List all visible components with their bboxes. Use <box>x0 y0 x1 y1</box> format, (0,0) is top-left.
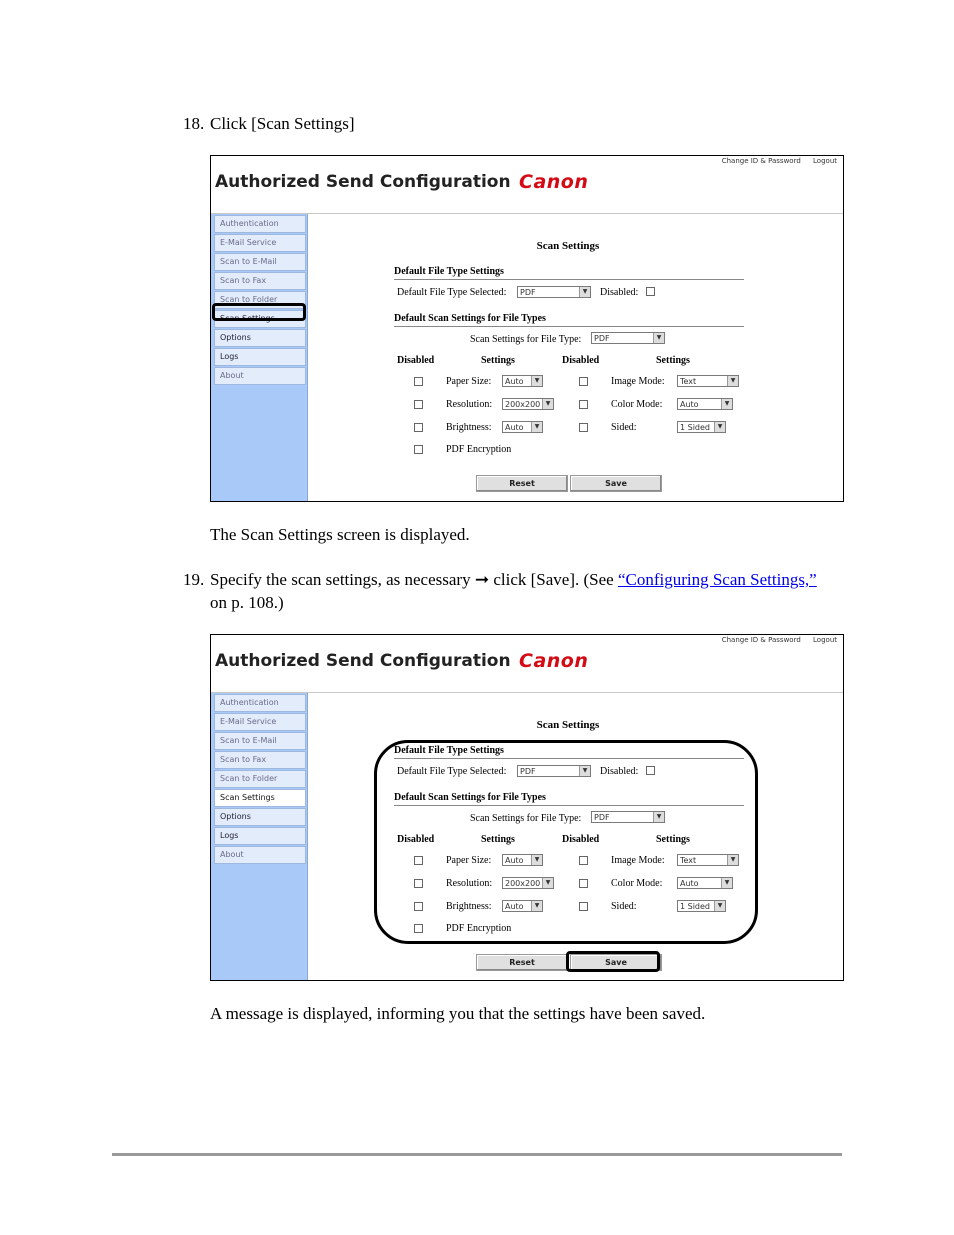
chevron-down-icon: ▼ <box>727 855 738 865</box>
sidebar <box>211 693 308 980</box>
screenshot-2 <box>210 634 844 981</box>
page-title: Scan Settings <box>536 240 600 252</box>
sided-select[interactable]: 1 Sided ▼ <box>677 900 726 912</box>
menu-scan-settings[interactable]: Scan Settings <box>214 310 306 328</box>
chevron-down-icon: ▼ <box>714 422 725 432</box>
step-19-number: 19. <box>183 570 205 589</box>
section-default-file-type: Default File Type Settings <box>394 745 744 759</box>
col-settings-1: Settings <box>481 355 515 366</box>
menu-scan-to-fax[interactable]: Scan to Fax <box>214 751 306 769</box>
canon-logo: Canon <box>519 171 589 193</box>
caption-1: The Scan Settings screen is displayed. <box>210 525 470 544</box>
sided-label: Sided: <box>611 901 637 912</box>
resolution-disabled-checkbox[interactable] <box>414 879 423 888</box>
menu-authentication[interactable]: Authentication <box>214 694 306 712</box>
menu-about[interactable]: About <box>214 367 306 385</box>
scan-for-type-label: Scan Settings for File Type: <box>470 813 582 824</box>
image-mode-disabled-checkbox[interactable] <box>579 377 588 386</box>
content-area <box>308 693 843 980</box>
pdf-encryption-label: PDF Encryption <box>446 444 512 455</box>
menu-logs[interactable]: Logs <box>214 348 306 366</box>
resolution-label: Resolution: <box>446 878 493 889</box>
step-18-number: 18. <box>183 114 205 133</box>
resolution-select[interactable]: 200x200 ▼ <box>502 398 554 410</box>
brightness-disabled-checkbox[interactable] <box>414 902 423 911</box>
chevron-down-icon: ▼ <box>531 376 542 386</box>
top-links <box>712 157 837 165</box>
reset-button[interactable]: Reset <box>476 954 568 971</box>
sided-disabled-checkbox[interactable] <box>579 423 588 432</box>
caption-2: A message is displayed, informing you that the settings have been saved. <box>210 1004 706 1023</box>
step-19-text-before: Specify the scan settings, as necessary ➞ click [Save]. (See <box>210 570 618 589</box>
col-disabled-1: Disabled <box>397 834 435 845</box>
chevron-down-icon: ▼ <box>579 287 590 297</box>
chevron-down-icon: ▼ <box>727 376 738 386</box>
logout-link[interactable]: Logout <box>813 157 837 165</box>
disabled-checkbox[interactable] <box>646 287 655 296</box>
brightness-label: Brightness: <box>446 901 492 912</box>
paper-size-label: Paper Size: <box>446 376 492 387</box>
save-button[interactable]: Save <box>570 954 662 971</box>
menu-scan-to-fax[interactable]: Scan to Fax <box>214 272 306 290</box>
brightness-label: Brightness: <box>446 422 492 433</box>
top-links <box>712 636 837 644</box>
app-header <box>211 635 843 693</box>
color-mode-disabled-checkbox[interactable] <box>579 400 588 409</box>
pdf-encryption-label: PDF Encryption <box>446 923 512 934</box>
step-19-text-after: on p. 108.) <box>210 593 284 612</box>
menu-scan-to-folder[interactable]: Scan to Folder <box>214 770 306 788</box>
chevron-down-icon: ▼ <box>542 399 553 409</box>
chevron-down-icon: ▼ <box>721 878 732 888</box>
pdf-encryption-checkbox[interactable] <box>414 924 423 933</box>
color-mode-label: Color Mode: <box>611 878 663 889</box>
menu-scan-settings[interactable]: Scan Settings <box>214 789 306 807</box>
menu-scan-to-email[interactable]: Scan to E-Mail <box>214 253 306 271</box>
paper-size-select[interactable]: Auto ▼ <box>502 854 543 866</box>
col-disabled-2: Disabled <box>562 834 600 845</box>
col-settings-1: Settings <box>481 834 515 845</box>
color-mode-select[interactable]: Auto ▼ <box>677 398 733 410</box>
step-19-text <box>210 568 830 614</box>
canon-logo: Canon <box>519 650 589 672</box>
disabled-label: Disabled: <box>600 287 639 298</box>
paper-size-label: Paper Size: <box>446 855 492 866</box>
app-title: Authorized Send Configuration <box>215 172 511 192</box>
resolution-label: Resolution: <box>446 399 493 410</box>
color-mode-select[interactable]: Auto ▼ <box>677 877 733 889</box>
paper-size-select[interactable]: Auto ▼ <box>502 375 543 387</box>
scan-settings-highlight <box>212 303 306 321</box>
section-default-file-type: Default File Type Settings <box>394 266 744 280</box>
image-mode-select[interactable]: Text ▼ <box>677 854 739 866</box>
default-file-type-select[interactable]: PDF ▼ <box>517 765 591 777</box>
menu-scan-to-email[interactable]: Scan to E-Mail <box>214 732 306 750</box>
save-button-highlight <box>566 951 660 972</box>
chevron-down-icon: ▼ <box>721 399 732 409</box>
menu-scan-to-folder[interactable]: Scan to Folder <box>214 291 306 309</box>
image-mode-label: Image Mode: <box>611 855 665 866</box>
configuring-scan-settings-link[interactable]: “Configuring Scan Settings,” <box>617 570 817 589</box>
pdf-encryption-checkbox[interactable] <box>414 445 423 454</box>
color-mode-label: Color Mode: <box>611 399 663 410</box>
brightness-disabled-checkbox[interactable] <box>414 423 423 432</box>
sided-select[interactable]: 1 Sided ▼ <box>677 421 726 433</box>
col-settings-2: Settings <box>656 355 690 366</box>
color-mode-disabled-checkbox[interactable] <box>579 879 588 888</box>
menu-options[interactable]: Options <box>214 329 306 347</box>
content-area <box>308 214 843 501</box>
brightness-select[interactable]: Auto ▼ <box>502 900 543 912</box>
image-mode-select[interactable]: Text ▼ <box>677 375 739 387</box>
logout-link[interactable]: Logout <box>813 636 837 644</box>
scan-for-type-label: Scan Settings for File Type: <box>470 334 582 345</box>
sided-label: Sided: <box>611 422 637 433</box>
scan-for-type-select[interactable]: PDF ▼ <box>591 811 665 823</box>
menu-logs[interactable]: Logs <box>214 827 306 845</box>
chevron-down-icon: ▼ <box>531 855 542 865</box>
reset-button[interactable]: Reset <box>476 475 568 492</box>
save-button[interactable]: Save <box>570 475 662 492</box>
disabled-checkbox[interactable] <box>646 766 655 775</box>
app-title: Authorized Send Configuration <box>215 651 511 671</box>
disabled-label: Disabled: <box>600 766 639 777</box>
default-file-type-select[interactable]: PDF ▼ <box>517 286 591 298</box>
col-disabled-2: Disabled <box>562 355 600 366</box>
resolution-disabled-checkbox[interactable] <box>414 400 423 409</box>
col-settings-2: Settings <box>656 834 690 845</box>
chevron-down-icon: ▼ <box>653 333 664 343</box>
sidebar <box>211 214 308 501</box>
menu-about[interactable]: About <box>214 846 306 864</box>
brightness-select[interactable]: Auto ▼ <box>502 421 543 433</box>
section-default-scan-settings: Default Scan Settings for File Types <box>394 313 744 327</box>
sided-disabled-checkbox[interactable] <box>579 902 588 911</box>
section-default-scan-settings: Default Scan Settings for File Types <box>394 792 744 806</box>
image-mode-disabled-checkbox[interactable] <box>579 856 588 865</box>
paper-size-disabled-checkbox[interactable] <box>414 856 423 865</box>
chevron-down-icon: ▼ <box>579 766 590 776</box>
menu-authentication[interactable]: Authentication <box>214 215 306 233</box>
menu-email-service[interactable]: E-Mail Service <box>214 713 306 731</box>
resolution-select[interactable]: 200x200 ▼ <box>502 877 554 889</box>
step-18-text: Click [Scan Settings] <box>210 114 355 133</box>
chevron-down-icon: ▼ <box>542 878 553 888</box>
footer-rule <box>112 1153 842 1156</box>
chevron-down-icon: ▼ <box>531 422 542 432</box>
change-id-password-link[interactable]: Change ID & Password <box>721 157 801 165</box>
change-id-password-link[interactable]: Change ID & Password <box>721 636 801 644</box>
image-mode-label: Image Mode: <box>611 376 665 387</box>
menu-email-service[interactable]: E-Mail Service <box>214 234 306 252</box>
scan-for-type-select[interactable]: PDF ▼ <box>591 332 665 344</box>
paper-size-disabled-checkbox[interactable] <box>414 377 423 386</box>
app-header <box>211 156 843 214</box>
chevron-down-icon: ▼ <box>653 812 664 822</box>
chevron-down-icon: ▼ <box>714 901 725 911</box>
chevron-down-icon: ▼ <box>531 901 542 911</box>
col-disabled-1: Disabled <box>397 355 435 366</box>
screenshot-1 <box>210 155 844 502</box>
default-file-type-label: Default File Type Selected: <box>397 287 507 298</box>
default-file-type-label: Default File Type Selected: <box>397 766 507 777</box>
page-title: Scan Settings <box>536 719 600 731</box>
menu-options[interactable]: Options <box>214 808 306 826</box>
